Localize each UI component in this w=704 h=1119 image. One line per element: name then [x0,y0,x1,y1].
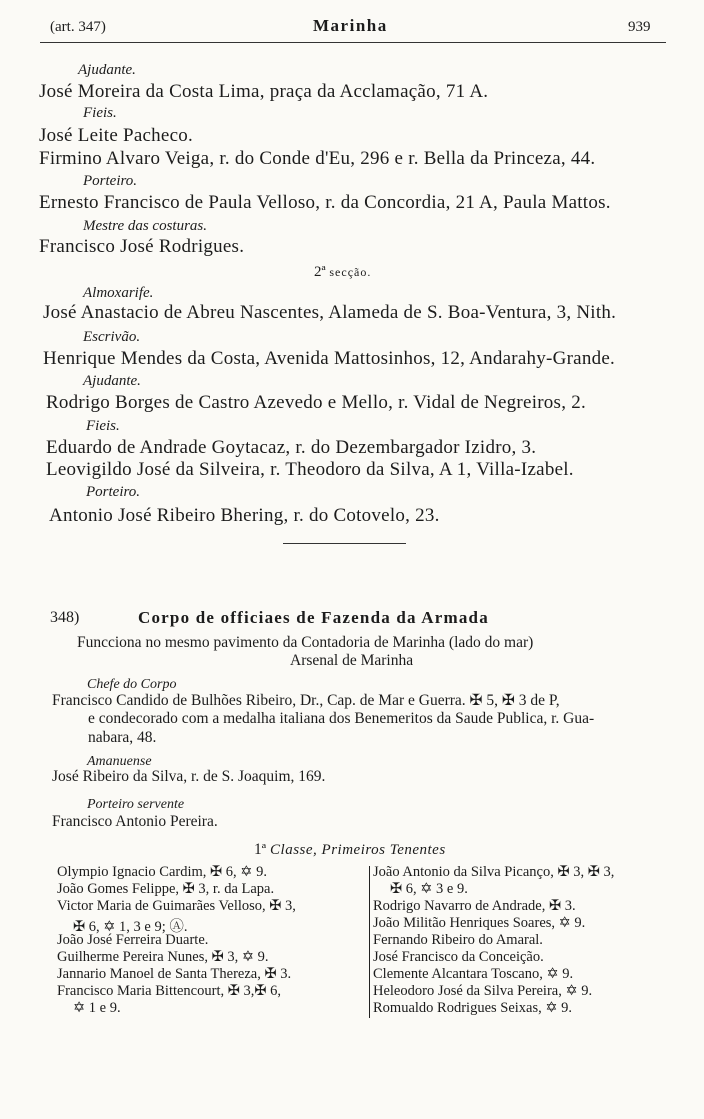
entry-line: Firmino Alvaro Veiga, r. do Conde d'Eu, 296 e r. Bella da Princeza, 44. [39,148,596,169]
entry-line: Ernesto Francisco de Paula Velloso, r. da Concordia, 21 A, Paula Mattos. [39,192,611,213]
entry-line: Francisco Candido de Bulhões Ribeiro, Dr., Cap. de Mar e Guerra. ✠ 5, ✠ 3 de P, [52,692,560,709]
entry-line: José Anastacio de Abreu Nascentes, Alameda de S. Boa-Ventura, 3, Nith. [43,302,617,323]
section-label [314,264,371,281]
list-item: João Antonio da Silva Picanço, ✠ 3, ✠ 3, [373,864,615,880]
list-item: ✠ 6, ✡ 1, 3 e 9; Ⓐ. [73,919,188,935]
list-item: João Gomes Felippe, ✠ 3, r. da Lapa. [57,881,275,897]
intro-line-1 [77,634,533,652]
article-number: 348) [50,609,80,626]
porteiro-role [87,795,184,813]
chefe-line [88,729,156,747]
list-item: Rodrigo Navarro de Andrade, ✠ 3. [373,898,576,914]
list-item: Fernando Ribeiro do Amaral. [373,932,543,948]
role-label: Ajudante. [83,373,141,389]
entry-line: Rodrigo Borges de Castro Azevedo e Mello, r. Vidal de Negreiros, 2. [46,392,586,413]
entry-line: Francisco Antonio Pereira. [52,813,218,830]
list-item: João Militão Henriques Soares, ✡ 9. [373,915,586,931]
entry-line: e condecorado com a medalha italiana dos Benemeritos da Saude Publica, r. Gua- [88,710,595,727]
list-item: ✠ 6, ✡ 3 e 9. [390,881,468,897]
column-divider [369,866,370,1018]
page-number: 939 [628,19,651,35]
entry-line: Eduardo de Andrade Goytacaz, r. do Dezembargador Izidro, 3. [46,437,537,458]
role-label: Chefe do Corpo [87,677,177,692]
page-title: Marinha [313,16,388,35]
role-label: Porteiro. [83,173,138,189]
chefe-line [52,691,560,710]
classe-number: 1ª [254,841,267,858]
role-label: Amanuense [87,754,152,769]
section-heading: Corpo de officiaes de Fazenda da Armada [138,608,489,627]
classe-label: Classe, Primeiros Tenentes [270,842,446,858]
role-label: Fieis. [86,418,120,434]
list-item: Victor Maria de Guimarães Velloso, ✠ 3, [57,898,296,914]
list-item: Francisco Maria Bittencourt, ✠ 3,✠ 6, [57,983,282,999]
entry-line: nabara, 48. [88,729,157,746]
list-item: Guilherme Pereira Nunes, ✠ 3, ✡ 9. [57,949,269,965]
list-item: Heleodoro José da Silva Pereira, ✡ 9. [373,983,593,999]
list-item: Jannario Manoel de Santa Thereza, ✠ 3. [57,966,292,982]
entry-line: Henrique Mendes da Costa, Avenida Mattosinhos, 12, Andarahy-Grande. [43,348,616,369]
list-item: ✡ 1 e 9. [73,1000,121,1016]
role-label: Fieis. [83,105,117,121]
intro-text: Arsenal de Marinha [290,652,414,669]
intro-line-2 [290,652,413,670]
section-word: secção. [329,265,372,279]
running-head-article: (art. 347) [50,19,106,35]
role-label: Ajudante. [78,62,136,78]
role-label: Porteiro. [86,484,141,500]
role-label: Almoxarife. [83,285,154,301]
entry-line: Leovigildo José da Silveira, r. Theodoro da Silva, A 1, Villa-Izabel. [46,459,574,480]
porteiro-line [52,813,218,831]
entry-line: José Leite Pacheco. [39,125,194,146]
role-label: Escrivão. [83,329,141,345]
entry-line: José Ribeiro da Silva, r. de S. Joaquim, 169. [52,768,326,785]
chefe-line [88,710,594,728]
section-number: 2ª [314,264,326,280]
list-item: Clemente Alcantara Toscano, ✡ 9. [373,966,574,982]
role-label: Mestre das costuras. [83,218,208,234]
list-item: José Francisco da Conceição. [373,949,544,965]
entry-line: Francisco José Rodrigues. [39,236,245,257]
intro-text: Funcciona no mesmo pavimento da Contadoria de Marinha (lado do mar) [77,634,534,651]
entry-line: Antonio José Ribeiro Bhering, r. do Cotovelo, 23. [49,505,440,526]
role-label: Porteiro servente [87,797,185,812]
header-rule [40,42,666,43]
amanuense-line [52,768,325,786]
entry-line: José Moreira da Costa Lima, praça da Acclamação, 71 A. [39,81,489,102]
list-item: Romualdo Rodrigues Seixas, ✡ 9. [373,1000,573,1016]
list-item: João José Ferreira Duarte. [57,932,209,948]
classe-heading [254,841,446,859]
list-item: Olympio Ignacio Cardim, ✠ 6, ✡ 9. [57,864,267,880]
section-divider [283,543,406,544]
